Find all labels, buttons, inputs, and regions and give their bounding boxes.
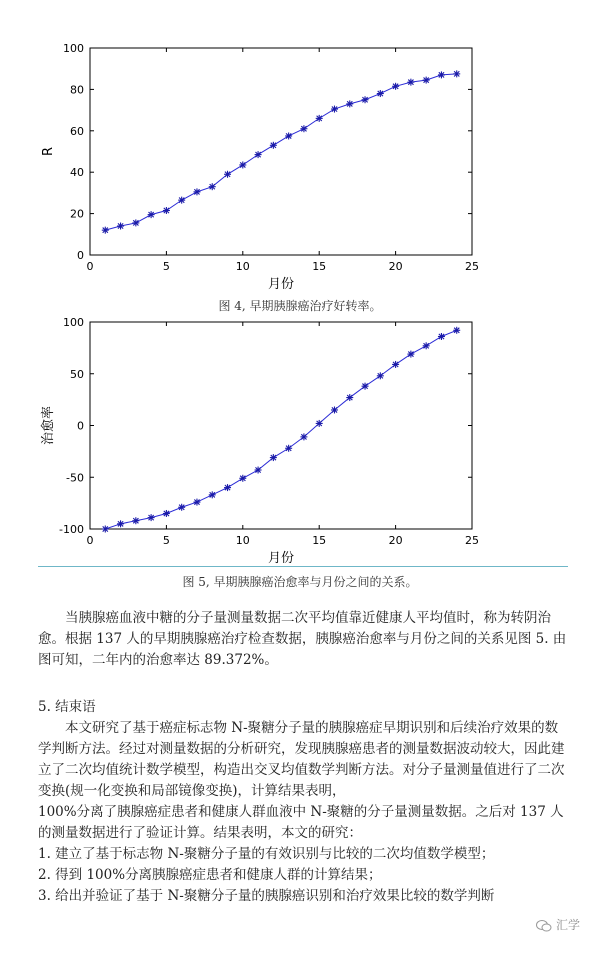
figure-5-caption: 图 5, 早期胰腺癌治愈率与月份之间的关系。 bbox=[182, 575, 418, 589]
data-point bbox=[331, 106, 338, 113]
data-point bbox=[224, 171, 231, 178]
data-point bbox=[209, 491, 216, 498]
data-point bbox=[148, 211, 155, 218]
data-point bbox=[300, 125, 307, 132]
data-point bbox=[209, 183, 216, 190]
caption-divider bbox=[38, 566, 568, 567]
figure-4-caption: 图 4, 早期胰腺癌治疗好转率。 bbox=[218, 299, 382, 313]
data-point bbox=[270, 142, 277, 149]
plot-frame bbox=[90, 322, 472, 529]
y-axis-label: 治愈率 bbox=[41, 405, 56, 446]
watermark-text: 汇学 bbox=[555, 918, 580, 932]
x-tick-label: 10 bbox=[235, 260, 250, 273]
x-tick-label: 5 bbox=[162, 534, 170, 547]
data-point bbox=[316, 420, 323, 427]
data-point bbox=[392, 361, 399, 368]
y-tick-label: -100 bbox=[59, 523, 84, 536]
data-point bbox=[163, 510, 170, 517]
data-point bbox=[285, 132, 292, 139]
conclusion-item-2: 2. 得到 100%分离胰腺癌症患者和健康人群的计算结果； bbox=[38, 867, 382, 883]
data-point bbox=[453, 70, 460, 77]
data-point bbox=[300, 433, 307, 440]
data-point bbox=[377, 90, 384, 97]
data-point bbox=[102, 526, 109, 533]
data-point bbox=[255, 151, 262, 158]
chart-cure-rate-vs-month bbox=[0, 305, 600, 565]
x-tick-label: 0 bbox=[86, 534, 94, 547]
data-point bbox=[163, 207, 170, 214]
watermark bbox=[536, 916, 580, 933]
y-tick-label: -50 bbox=[66, 471, 84, 485]
data-point bbox=[224, 484, 231, 491]
y-tick-label: 80 bbox=[70, 83, 84, 97]
x-axis-label: 月份 bbox=[267, 277, 295, 292]
data-point bbox=[362, 383, 369, 390]
data-point bbox=[346, 100, 353, 107]
conclusion-item-3: 3. 给出并验证了基于 N-聚糖分子量的胰腺癌识别和治疗效果比较的数学判断 bbox=[38, 888, 495, 904]
wechat-icon bbox=[536, 919, 552, 933]
x-tick-label: 20 bbox=[388, 534, 403, 547]
x-tick-label: 20 bbox=[388, 260, 403, 273]
conclusion-intro: 本文研究了基于癌症标志物 N-聚糖分子量的胰腺癌症早期识别和后续治疗效果的数学判断方法。经过对测量数据的分析研究，发现胰腺癌患者的测量数据波动较大，因此建立了二次均值统计数学模型，构造出交叉均值数学判断方法。对分子量测量值进行了二次变换(规一化变换和局部镜像变换)，计算结果表明， bbox=[38, 720, 565, 799]
data-point bbox=[117, 223, 124, 230]
data-point bbox=[117, 520, 124, 527]
data-point bbox=[239, 161, 246, 168]
y-tick-label: 100 bbox=[63, 42, 84, 55]
data-point bbox=[331, 406, 338, 413]
data-point bbox=[102, 227, 109, 234]
conclusion-item-1: 1. 建立了基于标志物 N-聚糖分子量的有效识别与比较的二次均值数学模型； bbox=[38, 846, 495, 862]
x-tick-label: 15 bbox=[312, 260, 327, 273]
data-point bbox=[239, 475, 246, 482]
x-tick-label: 15 bbox=[312, 534, 327, 547]
data-point bbox=[453, 327, 460, 334]
data-point bbox=[132, 517, 139, 524]
data-point bbox=[255, 467, 262, 474]
y-tick-label: 0 bbox=[77, 419, 84, 433]
y-tick-label: 60 bbox=[70, 124, 84, 138]
y-tick-label: 0 bbox=[77, 249, 84, 262]
results-paragraph: 当胰腺癌血液中糖的分子量测量数据二次平均值靠近健康人平均值时，称为转阴治愈。根据 137 人的早期胰腺癌治疗检查数据，胰腺癌治愈率与月份之间的关系见图 5. 由图可知，二年内的治愈率达 89.372%。 bbox=[38, 610, 567, 668]
y-tick-label: 100 bbox=[63, 316, 84, 329]
chart-r-vs-month bbox=[0, 30, 600, 295]
y-axis-label: R bbox=[41, 146, 56, 157]
data-point bbox=[285, 445, 292, 452]
data-point bbox=[423, 342, 430, 349]
data-point bbox=[407, 351, 414, 358]
data-point bbox=[407, 79, 414, 86]
data-point bbox=[132, 219, 139, 226]
data-point bbox=[193, 188, 200, 195]
y-tick-label: 20 bbox=[70, 207, 84, 221]
data-point bbox=[178, 197, 185, 204]
x-axis-label: 月份 bbox=[267, 551, 295, 565]
data-point bbox=[148, 514, 155, 521]
plot-frame bbox=[90, 48, 472, 255]
data-point bbox=[392, 83, 399, 90]
data-point bbox=[438, 333, 445, 340]
x-tick-label: 10 bbox=[235, 534, 250, 547]
conclusion-line-2: 100%分离了胰腺癌症患者和健康人群血液中 N-聚糖的分子量测量数据。之后对 137 人的测量数据进行了验证计算。结果表明，本文的研究： bbox=[38, 804, 564, 841]
data-point bbox=[377, 372, 384, 379]
x-tick-label: 25 bbox=[465, 534, 479, 547]
x-tick-label: 5 bbox=[162, 260, 170, 273]
y-tick-label: 40 bbox=[70, 166, 84, 180]
x-tick-label: 25 bbox=[465, 260, 479, 273]
y-tick-label: 50 bbox=[70, 367, 84, 381]
data-point bbox=[438, 71, 445, 78]
data-point bbox=[362, 96, 369, 103]
data-point bbox=[316, 115, 323, 122]
data-point bbox=[346, 394, 353, 401]
x-tick-label: 0 bbox=[86, 260, 94, 273]
conclusion-section bbox=[38, 697, 568, 907]
conclusion-heading: 5. 结束语 bbox=[38, 699, 96, 715]
data-point bbox=[270, 454, 277, 461]
data-point bbox=[178, 504, 185, 511]
data-point bbox=[423, 77, 430, 84]
data-point bbox=[193, 499, 200, 506]
